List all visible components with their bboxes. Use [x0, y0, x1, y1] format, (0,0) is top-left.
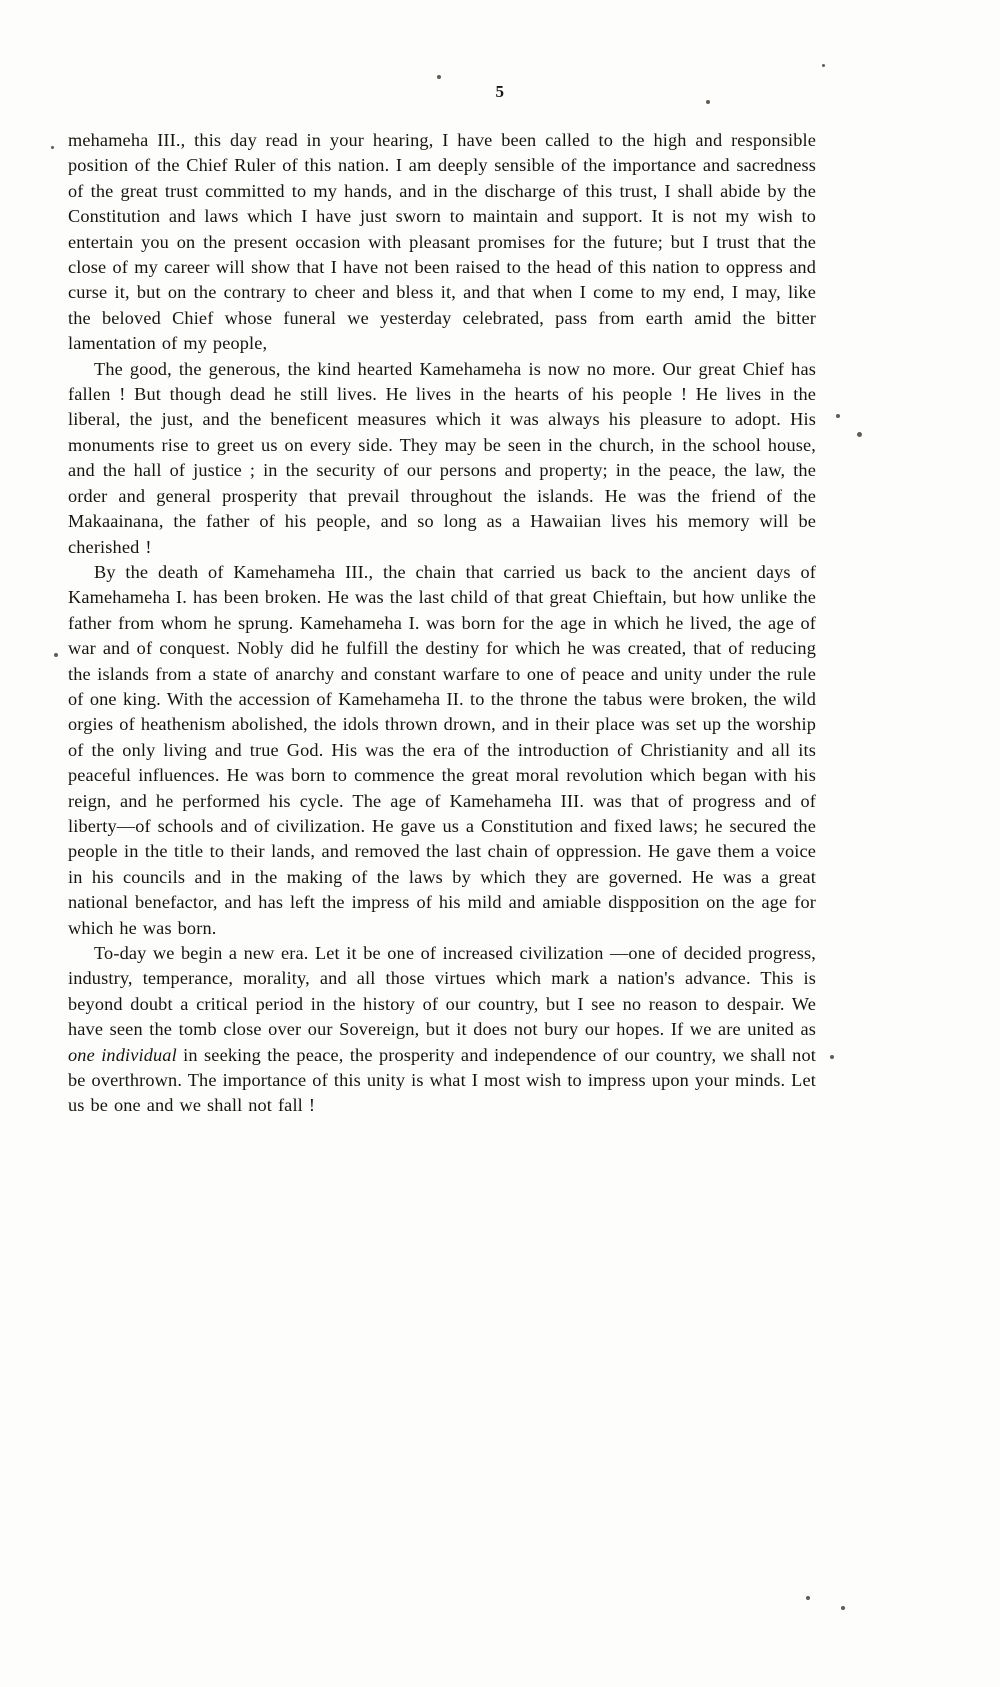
paragraph-4-text-before: To-day we begin a new era. Let it be one of increased civilization —one of decided progress, industry, temperance, morality, and all those virtues which mark a nation's advance. This is beyond doubt a critical period in the history of our country, but I see no reason to despair. We have seen the tomb close over our Sovereign, but it does not bury our hopes. If we are united as: [68, 943, 816, 1040]
paragraph-4-text-after: in seeking the peace, the prosperity and independence of our country, we shall not be overthrown. The importance of this unity is what I most wish to impress upon your minds. Let us be one and we shall not fall !: [68, 1044, 816, 1116]
scan-speck: [857, 432, 862, 437]
scan-speck: [822, 64, 825, 67]
scan-speck: [51, 146, 54, 149]
body-text: [68, 128, 816, 1119]
scan-speck: [830, 1055, 834, 1059]
scan-speck: [841, 1606, 845, 1610]
paragraph-4: [68, 941, 816, 1119]
paragraph-4-italic-phrase: one individual: [68, 1044, 177, 1065]
scan-speck: [437, 75, 441, 79]
scan-speck: [54, 653, 58, 657]
paragraph-1: mehameha III., this day read in your hearing, I have been called to the high and responsible position of the Chief Ruler of this nation. I am deeply sensible of the importance and sacredness of the great trust committed to my hands, and in the discharge of this trust, I shall abide by the Constitution and laws which I have just sworn to maintain and support. It is not my wish to entertain you on the present occasion with pleasant promises for the future; but I trust that the close of my career will show that I have not been raised to the head of this nation to oppress and curse it, but on the contrary to cheer and bless it, and that when I come to my end, I may, like the beloved Chief whose funeral we yesterday celebrated, pass from earth amid the bitter lamentation of my people,: [68, 130, 816, 354]
scan-speck: [806, 1596, 810, 1600]
paragraph-2: The good, the generous, the kind hearted Kamehameha is now no more. Our great Chief has fallen ! But though dead he still lives. He lives in the hearts of his people ! He lives in the liberal, the just, and the beneficent measures which it was always his pleasure to adopt. His monuments rise to greet us on every side. They may be seen in the church, in the school house, and the hall of justice ; in the security of our persons and property; in the peace, the law, the order and general prosperity that prevail throughout the islands. He was the friend of the Makaainana, the father of his people, and so long as a Hawaiian lives his memory will be cherished !: [68, 358, 816, 557]
scan-speck: [836, 414, 840, 418]
paragraph-3: By the death of Kamehameha III., the chain that carried us back to the ancient days of Kamehameha I. has been broken. He was the last child of that great Chieftain, but how unlike the father from whom he sprung. Kamehameha I. was born for the age in which he lived, the age of war and of conquest. Nobly did he fulfill the destiny for which he was created, that of reducing the islands from a state of anarchy and constant warfare to one of peace and unity under the rule of one king. With the accession of Kamehameha II. to the throne the tabus were broken, the wild orgies of heathenism abolished, the idols thrown drown, and in their place was set up the worship of the only living and true God. His was the era of the introduction of Christianity and all its peaceful influences. He was born to commence the great moral revolution which began with his reign, and he performed his cycle. The age of Kamehameha III. was that of progress and of liberty—of schools and of civilization. He gave us a Constitution and fixed laws; he secured the people in the title to their lands, and removed the last chain of oppression. He gave them a voice in his councils and in the making of the laws by which they are governed. He was a great national benefactor, and has left the impress of his mild and amiable dispposition on the age for which he was born.: [68, 561, 816, 938]
page-number: 5: [495, 82, 505, 101]
